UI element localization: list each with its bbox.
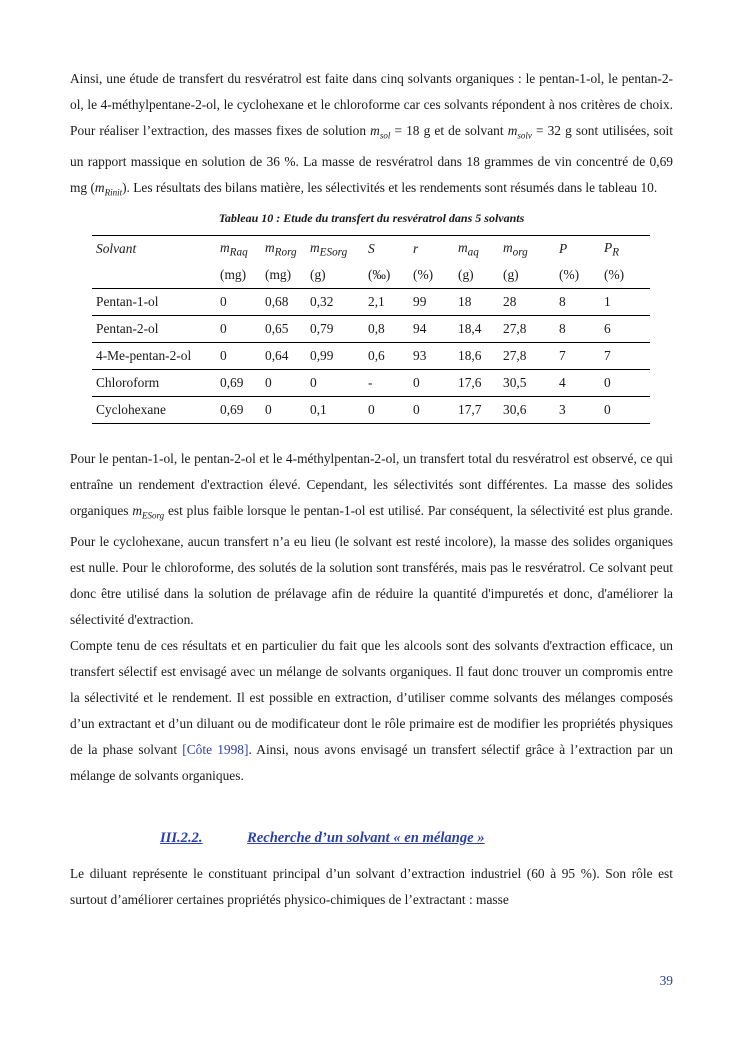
header-solvant: Solvant xyxy=(96,241,137,257)
table-header-units xyxy=(92,262,650,289)
table-cell: 0,64 xyxy=(261,343,306,370)
discussion-paragraph-1: Pour le pentan-1-ol, le pentan-2-ol et le 4-méthylpentan-2-ol, un transfert total du resvératrol est observé, ce qui entraîne un rendement d'extraction élevé. Cependant, les sélectivités sont différentes. La masse des solides organiques $m_{ESorg}$ est plus faible lorsque le pentan-1-ol est utilisé. Par conséquent, la sélectivité est plus grande. Pour le cyclohexane, aucun transfert n’a eu lieu (le solvant est resté incolore), la masse des solides organiques est nulle. Pour le chloroforme, des solutés de la solution sont transférés, mais pas le resvératrol. Ce solvant peut donc être utilisé dans la solution de prélavage afin de réduire la quantité d'impuretés et donc, d'améliorer la sélectivité d'extraction. xyxy=(70,451,673,628)
table-body xyxy=(92,289,650,424)
table-cell: 0 xyxy=(261,397,306,424)
table-cell: 18,6 xyxy=(454,343,499,370)
table-cell: 0,6 xyxy=(364,343,409,370)
table-row xyxy=(92,370,650,397)
table-cell: 94 xyxy=(409,316,454,343)
table-row xyxy=(92,397,650,424)
unit-m-rorg: (mg) xyxy=(261,262,306,289)
table-cell: 7 xyxy=(555,343,600,370)
section-heading xyxy=(70,825,673,851)
header-r: r xyxy=(413,241,419,257)
table-cell: 0 xyxy=(216,289,261,316)
intro-paragraph: Ainsi, une étude de transfert du resvératrol est faite dans cinq solvants organiques : le pentan-1-ol, le pentan-2-ol, le 4-méthylpentane-2-ol, le cyclohexane et le chloroforme car ces solvants répondent à nos critères de choix. Pour réaliser l’extraction, des masses fixes de solution $m_{sol} = 18$ g et de solvant $m_{solv} = 32$ g sont utilisées, soit un rapport massique en solution de 36 %. La masse de resvératrol dans 18 grammes de vin concentré de 0,69 mg $(m_{Rinit})$. Les résultats des bilans matière, les sélectivités et les rendements sont résumés dans le tableau 10. xyxy=(70,71,673,198)
unit-p: (%) xyxy=(555,262,600,289)
header-p: P xyxy=(559,241,568,257)
table-cell: 8 xyxy=(555,316,600,343)
table-cell: 0 xyxy=(364,397,409,424)
unit-m-aq: (g) xyxy=(454,262,499,289)
table-row xyxy=(92,289,650,316)
table-cell: 0,65 xyxy=(261,316,306,343)
table-cell: Chloroform xyxy=(92,370,216,397)
citation-link[interactable]: [Côte 1998] xyxy=(182,742,249,758)
table-cell: 4 xyxy=(555,370,600,397)
table-cell: 4-Me-pentan-2-ol xyxy=(92,343,216,370)
discussion-paragraph-2: Compte tenu de ces résultats et en particulier du fait que les alcools sont des solvants d'extraction efficace, un transfert sélectif est envisagé avec un mélange de solvants organiques. Il faut donc trouver un compromis entre la sélectivité et le rendement. Il est possible en extraction, d’utiliser comme solvants des mélanges composés d’un extractant et d’un diluant ou de modificateur dont le rôle primaire est de modifier les propriétés physiques de la phase solvant [Côte 1998]. Ainsi, nous avons envisagé un transfert sélectif grâce à l’extraction par un mélange de solvants organiques. xyxy=(70,638,673,784)
header-m-aq: $m_{aq}$ xyxy=(458,240,479,259)
unit-r: (%) xyxy=(409,262,454,289)
table-cell: 0,1 xyxy=(306,397,364,424)
table-cell: 0 xyxy=(600,370,650,397)
header-m-org: $m_{org}$ xyxy=(503,240,528,259)
table-cell: 0,8 xyxy=(364,316,409,343)
table-cell: 3 xyxy=(555,397,600,424)
table-cell: Pentan-2-ol xyxy=(92,316,216,343)
table-cell: 28 xyxy=(499,289,555,316)
table-header-symbols xyxy=(92,236,650,263)
unit-s: (‰) xyxy=(364,262,409,289)
header-m-rorg: $m_{Rorg}$ xyxy=(265,240,297,259)
last-paragraph: Le diluant représente le constituant principal d’un solvant d’extraction industriel (60 à 95 %). Son rôle est surtout d’améliorer certaines propriétés physico-chimiques de l’extractant : masse xyxy=(70,866,673,908)
table-cell: 18,4 xyxy=(454,316,499,343)
table-cell: 8 xyxy=(555,289,600,316)
table-cell: Pentan-1-ol xyxy=(92,289,216,316)
table-cell: Cyclohexane xyxy=(92,397,216,424)
table-cell: 30,6 xyxy=(499,397,555,424)
unit-m-esorg: (g) xyxy=(306,262,364,289)
table-cell: 27,8 xyxy=(499,316,555,343)
table-cell: 17,7 xyxy=(454,397,499,424)
table-cell: 27,8 xyxy=(499,343,555,370)
table-cell: 0 xyxy=(261,370,306,397)
table-cell: 0 xyxy=(600,397,650,424)
table-cell: 18 xyxy=(454,289,499,316)
table-caption: Tableau 10 : Etude du transfert du resvératrol dans 5 solvants xyxy=(218,211,525,226)
section-title: Recherche d’un solvant « en mélange » xyxy=(247,830,485,847)
table-cell: 7 xyxy=(600,343,650,370)
table-cell: 0 xyxy=(216,343,261,370)
table-cell: 6 xyxy=(600,316,650,343)
table-cell: 0,68 xyxy=(261,289,306,316)
table-cell: 0,79 xyxy=(306,316,364,343)
page-content xyxy=(70,66,673,913)
table-cell: 0,99 xyxy=(306,343,364,370)
table-cell: 0 xyxy=(306,370,364,397)
unit-m-org: (g) xyxy=(499,262,555,289)
table-cell: 30,5 xyxy=(499,370,555,397)
unit-p-r: (%) xyxy=(600,262,650,289)
unit-solvant xyxy=(92,262,216,289)
table-cell: 99 xyxy=(409,289,454,316)
page-number: 39 xyxy=(659,973,673,988)
table-cell: 0,69 xyxy=(216,370,261,397)
table-cell: 0 xyxy=(409,370,454,397)
unit-m-raq: (mg) xyxy=(216,262,261,289)
header-p-r: $P_R$ xyxy=(604,240,620,259)
table-cell: 0,69 xyxy=(216,397,261,424)
header-m-esorg: $m_{ESorg}$ xyxy=(310,240,348,259)
header-s: S xyxy=(368,241,375,257)
table-cell: 1 xyxy=(600,289,650,316)
table-cell: 2,1 xyxy=(364,289,409,316)
results-table xyxy=(92,235,650,424)
table-cell: 0 xyxy=(409,397,454,424)
section-number: III.2.2. xyxy=(160,830,203,847)
table-cell: 0 xyxy=(216,316,261,343)
table-cell: 93 xyxy=(409,343,454,370)
table-row xyxy=(92,343,650,370)
table-cell: - xyxy=(364,370,409,397)
table-cell: 17,6 xyxy=(454,370,499,397)
header-m-raq: $m_{Raq}$ xyxy=(220,240,248,259)
table-cell: 0,32 xyxy=(306,289,364,316)
table-row xyxy=(92,316,650,343)
